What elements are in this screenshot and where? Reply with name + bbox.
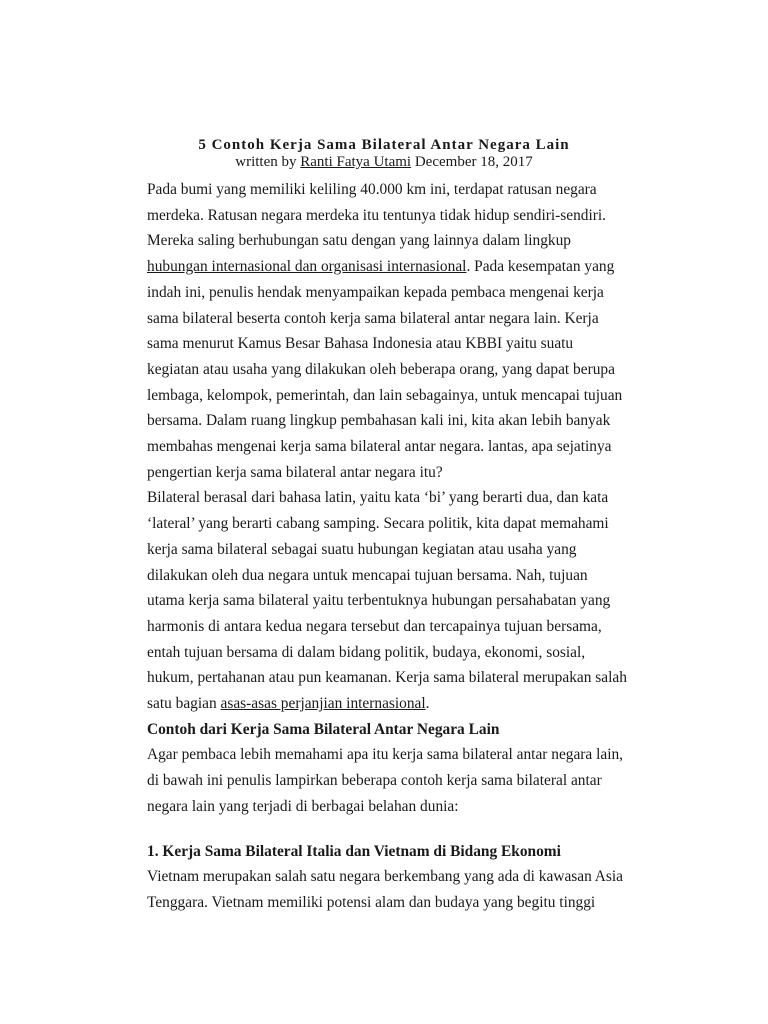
paragraph-vietnam: Vietnam merupakan salah satu negara berkembang yang ada di kawasan Asia Tenggara. Vietnam memiliki potensi alam dan budaya yang begitu tinggi bbox=[147, 868, 624, 911]
paragraph-intro bbox=[147, 177, 627, 485]
byline-date: December 18, 2017 bbox=[414, 154, 533, 170]
byline-prefix: written by bbox=[235, 154, 297, 170]
document-title: 5 Contoh Kerja Sama Bilateral Antar Negara Lain bbox=[198, 137, 570, 153]
paragraph-bilateral-definition bbox=[147, 485, 627, 716]
subheading-italia-vietnam: 1. Kerja Sama Bilateral Italia dan Vietnam di Bidang Ekonomi bbox=[147, 842, 561, 860]
paragraph-intro-text-1: Pada bumi yang memiliki keliling 40.000 km ini, terdapat ratusan negara merdeka. Ratusan negara merdeka itu tentunya tidak hidup sendiri-sendiri. Mereka saling berhubungan satu dengan yang lainnya dalam lingkup bbox=[147, 181, 607, 250]
byline bbox=[0, 153, 768, 171]
author-link[interactable]: Ranti Fatya Utami bbox=[300, 154, 412, 170]
paragraph-examples-intro: Agar pembaca lebih memahami apa itu kerja sama bilateral antar negara lain, di bawah ini penulis lampirkan beberapa contoh kerja sama bilateral antar negara lain yang terjadi di berbagai belahan dunia: bbox=[147, 746, 624, 815]
section-heading: Contoh dari Kerja Sama Bilateral Antar Negara Lain bbox=[147, 720, 500, 738]
paragraph-bilateral-text-1: Bilateral berasal dari bahasa latin, yaitu kata ‘bi’ yang berarti dua, dan kata ‘lateral’ yang berarti cabang samping. Secara politik, kita dapat memahami kerja sama bilateral sebagai suatu hubungan kegiatan atau usaha yang dilakukan oleh dua negara untuk mencapai tujuan bersama. Nah, tujuan utama kerja sama bilateral yaitu terbentuknya hubungan persahabatan yang harmonis di antara kedua negara tersebut dan tercapainya tujuan bersama, entah tujuan bersama di dalam bidang politik, budaya, ekonomi, sosial, hukum, pertahanan atau pun keamanan. Kerja sama bilateral merupakan salah satu bagian bbox=[147, 489, 627, 713]
document-body bbox=[147, 177, 627, 916]
paragraph-bilateral-text-2: . bbox=[425, 695, 430, 713]
link-asas-perjanjian[interactable]: asas-asas perjanjian internasional bbox=[220, 695, 426, 713]
link-hubungan-internasional[interactable]: hubungan internasional dan organisasi internasional bbox=[147, 258, 467, 276]
paragraph-intro-text-2: . Pada kesempatan yang indah ini, penulis hendak menyampaikan kepada pembaca mengenai kerja sama bilateral beserta contoh kerja sama bilateral antar negara lain. Kerja sama menurut Kamus Besar Bahasa Indonesia atau KBBI yaitu suatu kegiatan atau usaha yang dilakukan oleh beberapa orang, yang dapat berupa lembaga, kelompok, pemerintah, dan lain sebagainya, untuk mencapai tujuan bersama. Dalam ruang lingkup pembahasan kali ini, kita akan lebih banyak membahas mengenai kerja sama bilateral antar negara. lantas, apa sejatinya pengertian kerja sama bilateral antar negara itu? bbox=[147, 258, 623, 481]
